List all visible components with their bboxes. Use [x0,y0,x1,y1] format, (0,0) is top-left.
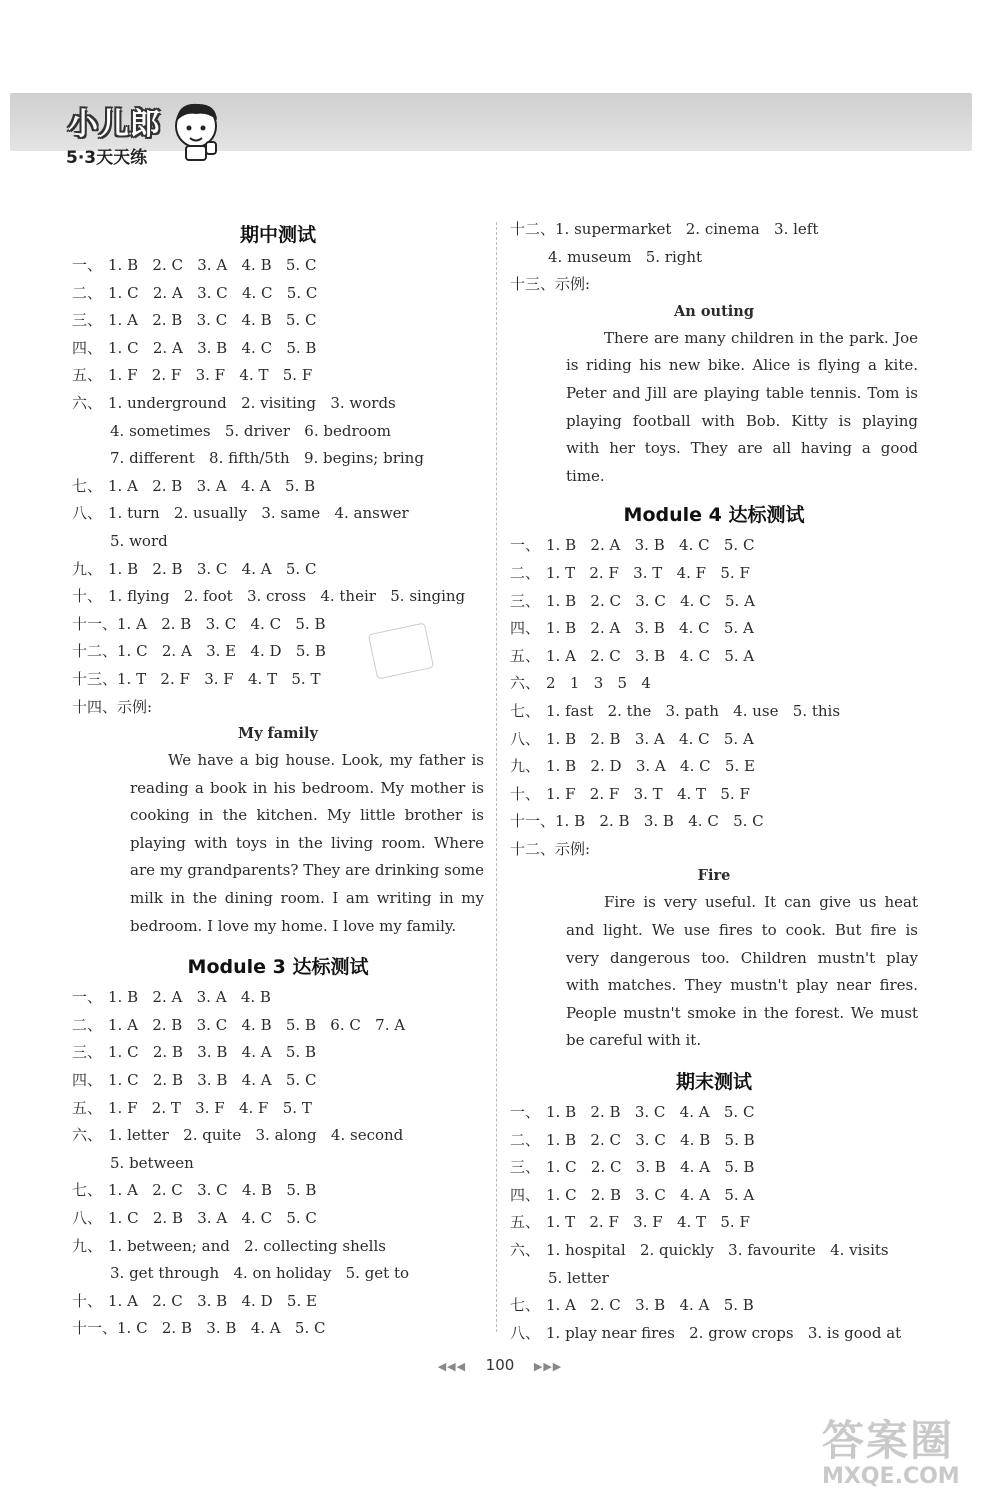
question-number: 七、 [510,701,541,720]
answer-text: 1. B 2. A 3. B 4. C 5. C [546,536,755,555]
page-footer [0,1356,1000,1374]
question-number: 十三、 [72,669,118,688]
question-number: 一、 [72,988,103,1007]
answer-text: 1. T 2. F 3. F 4. T 5. F [546,1213,750,1232]
answer-text: 1. B 2. B 3. B 4. C 5. C [555,812,764,831]
answer-text: 1. C 2. B 3. B 4. A 5. C [117,1319,326,1338]
answer-text: 1. B 2. A 3. B 4. C 5. A [546,619,754,638]
section-title: Module 3 达标测试 [187,956,369,979]
answer-text: 1. fast 2. the 3. path 4. use 5. this [546,701,841,720]
answer-line [72,984,484,1012]
answer-line [72,252,484,280]
answer-line [72,307,484,335]
answer-line [72,473,484,501]
question-number: 十四、 [72,697,118,716]
question-number: 二、 [510,1130,541,1149]
essay-text: We have a big house. Look, my father is reading a book in his bedroom. My mother is cooking in the kitchen. My little brother is playing with toys in the living room. Where are my grandparents? They are drinking some milk in the dining room. I am writing in my bedroom. I love my home. I love my family. [130,751,484,935]
section-title: Module 4 达标测试 [623,504,805,527]
answer-text: 1. C 2. B 3. B 4. A 5. B [108,1043,316,1062]
question-number: 一、 [72,256,103,274]
answer-text: 2 1 3 5 4 [546,674,651,693]
question-number: 十、 [72,1291,103,1310]
answer-line [72,556,484,584]
answer-text: 示例: [555,839,591,858]
answer-text: 3. get through 4. on holiday 5. get to [110,1264,410,1283]
question-number: 十三、 [510,275,556,294]
answer-text: 1. B 2. D 3. A 4. C 5. E [546,757,755,776]
essay-title: An outing [674,302,754,320]
question-number: 八、 [72,504,103,523]
answer-line [72,1233,484,1261]
answer-line [510,753,918,781]
answer-text: 1. B 2. B 3. A 4. C 5. A [546,729,754,748]
answer-line [72,1288,484,1316]
question-number: 三、 [72,1043,103,1062]
question-number: 四、 [72,1071,103,1090]
answer-line [510,1182,918,1210]
answer-text: 1. T 2. F 3. T 4. F 5. F [546,563,750,582]
answer-line [72,694,484,722]
answer-text: 1. B 2. C 3. C 4. B 5. B [546,1130,755,1149]
question-number: 九、 [72,559,103,578]
answer-line [72,1315,484,1343]
answer-line [510,1292,918,1320]
answer-text: 1. C 2. B 3. B 4. A 5. C [108,1071,317,1090]
answer-text: 1. C 2. B 3. C 4. A 5. A [546,1185,755,1204]
section-title: 期末测试 [675,1071,752,1094]
answer-line [510,1209,918,1237]
question-number: 五、 [72,1098,103,1117]
answer-line [510,698,918,726]
brand-logo: 小儿郎 [68,107,161,142]
question-number: 十、 [72,587,103,606]
answer-text: 1. A 2. B 3. A 4. A 5. B [108,476,316,495]
answer-line [72,1095,484,1123]
answer-text: 1. A 2. C 3. B 4. D 5. E [108,1291,317,1310]
answer-line [510,532,918,560]
question-number: 十二、 [510,220,556,238]
answer-text: 1. A 2. C 3. C 4. B 5. B [108,1181,317,1200]
answer-text: 1. flying 2. foot 3. cross 4. their 5. singing [108,587,466,606]
mascot-icon [168,98,224,162]
answer-text: 1. T 2. F 3. F 4. T 5. T [117,669,321,688]
answer-text: 1. between; and 2. collecting shells [108,1236,386,1255]
answer-line [510,560,918,588]
watermark: 答案圈 MXQE.COM [822,1416,960,1489]
answer-text: 1. A 2. C 3. B 4. C 5. A [546,646,755,665]
answer-text: 1. B 2. C 3. C 4. C 5. A [546,591,755,610]
question-number: 一、 [510,536,541,555]
answer-line [72,500,484,528]
answer-text: 7. different 8. fifth/5th 9. begins; bring [110,449,424,468]
question-number: 七、 [72,1181,103,1200]
answer-line [510,1265,918,1293]
answer-text: 1. play near fires 2. grow crops 3. is good at [546,1323,902,1342]
essay-title: My family [238,725,318,743]
question-number: 六、 [510,1241,541,1259]
answer-text: 1. F 2. T 3. F 4. F 5. T [108,1098,312,1117]
page-number: 100 [485,1356,515,1374]
answer-list [510,532,918,863]
question-number: 一、 [510,1103,541,1122]
question-number: 七、 [72,476,103,495]
answer-line [72,583,484,611]
answer-text: 1. B 2. A 3. A 4. B [108,988,271,1007]
answer-text: 1. C 2. B 3. A 4. C 5. C [108,1209,317,1227]
answer-line [510,670,918,698]
question-number: 八、 [510,729,541,748]
answer-line [72,1067,484,1095]
answer-line [72,1122,484,1150]
answer-text: 1. C 2. A 3. E 4. D 5. B [117,642,326,661]
question-number: 五、 [510,1213,541,1232]
question-number: 三、 [72,311,103,330]
answer-line [72,666,484,694]
question-number: 七、 [510,1296,541,1315]
answer-text: 1. underground 2. visiting 3. words [108,393,396,412]
question-number: 六、 [510,674,541,693]
answer-text: 示例: [117,697,153,716]
answer-line [72,1177,484,1205]
answer-list [510,216,918,299]
answer-line [510,643,918,671]
answer-text: 1. hospital 2. quickly 3. favourite 4. visits [546,1241,889,1259]
question-number: 十一、 [72,1319,118,1338]
answer-text: 1. supermarket 2. cinema 3. left [555,220,819,238]
answer-text: 1. F 2. F 3. F 4. T 5. F [108,366,313,385]
answer-line [510,588,918,616]
answer-line [510,216,918,244]
essay-text: There are many children in the park. Joe is riding his new bike. Alice is flying a kite. Peter and Jill are playing table tennis. Tom is playing football with Bob. Kitty is playing with her toys. They are all having a good time. [566,328,918,485]
answer-text: 5. between [110,1153,194,1172]
right-column [510,216,918,1347]
answer-text: 1. A 2. C 3. B 4. A 5. B [546,1296,754,1315]
answer-list [72,984,484,1343]
question-number: 九、 [72,1236,103,1255]
answer-line [510,1237,918,1265]
answer-line [72,1205,484,1233]
question-number: 十、 [510,784,541,803]
answer-line [510,1320,918,1348]
answer-line [510,271,918,299]
answer-line [72,528,484,556]
question-number: 九、 [510,757,541,776]
answer-line [72,390,484,418]
question-number: 二、 [510,563,541,582]
section-title: 期中测试 [239,224,316,246]
answer-text: 4. sometimes 5. driver 6. bedroom [110,421,391,440]
answer-line [510,808,918,836]
answer-text: 示例: [555,275,591,294]
question-number: 四、 [510,619,541,638]
essay-text: Fire is very useful. It can give us heat and light. We use fires to cook. But fire is very dangerous too. Children mustn't play with matches. They mustn't play near fires. People mustn't smoke in the forest. We must be careful with it. [566,893,918,1050]
answer-line [510,1154,918,1182]
answer-text: 5. word [110,531,168,550]
answer-line [72,280,484,308]
answer-text: 1. A 2. B 3. C 4. C 5. B [117,614,326,633]
answer-line [510,1127,918,1155]
answer-line [510,726,918,754]
answer-line [72,1012,484,1040]
answer-line [72,1150,484,1178]
question-number: 三、 [510,1158,541,1177]
answer-text: 1. C 2. A 3. C 4. C 5. C [108,283,318,302]
answer-line [510,1099,918,1127]
answer-text: 1. B 2. B 3. C 4. A 5. C [108,559,317,578]
answer-text: 1. A 2. B 3. C 4. B 5. B 6. C 7. A [108,1015,406,1034]
series-title: 5·3天天练 [66,148,148,168]
answer-text: 1. C 2. C 3. B 4. A 5. B [546,1158,755,1177]
answer-line [72,445,484,473]
next-arrows-icon: ▶▶▶ [533,1360,563,1373]
answer-line [72,1260,484,1288]
answer-text: 1. F 2. F 3. T 4. T 5. F [546,784,750,803]
question-number: 五、 [72,366,103,385]
question-number: 六、 [72,1126,103,1145]
answer-line [72,418,484,446]
answer-text: 1. letter 2. quite 3. along 4. second [108,1126,404,1145]
answer-line [510,781,918,809]
question-number: 十二、 [72,642,118,661]
answer-text: 1. B 2. C 3. A 4. B 5. C [108,256,317,274]
question-number: 五、 [510,646,541,665]
question-number: 二、 [72,1015,103,1034]
question-number: 三、 [510,591,541,610]
question-number: 六、 [72,393,103,412]
question-number: 八、 [72,1209,103,1227]
answer-text: 4. museum 5. right [548,247,703,266]
answer-text: 1. C 2. A 3. B 4. C 5. B [108,338,317,357]
question-number: 四、 [72,338,103,357]
left-column [72,214,484,1343]
answer-line [72,1039,484,1067]
answer-line [510,836,918,864]
prev-arrows-icon: ◀◀◀ [437,1360,467,1373]
question-number: 十二、 [510,839,556,858]
answer-line [72,335,484,363]
answer-list [510,1099,918,1347]
question-number: 二、 [72,283,103,302]
question-number: 十一、 [510,812,556,831]
answer-text: 1. A 2. B 3. C 4. B 5. C [108,311,317,330]
answer-text: 5. letter [548,1268,609,1287]
essay-title: Fire [697,867,731,885]
question-number: 八、 [510,1323,541,1342]
answer-line [510,244,918,272]
answer-line [72,362,484,390]
column-divider [496,222,497,1332]
question-number: 四、 [510,1185,541,1204]
answer-line [510,615,918,643]
answer-text: 1. turn 2. usually 3. same 4. answer [108,504,409,523]
question-number: 十一、 [72,614,118,633]
answer-text: 1. B 2. B 3. C 4. A 5. C [546,1103,755,1122]
